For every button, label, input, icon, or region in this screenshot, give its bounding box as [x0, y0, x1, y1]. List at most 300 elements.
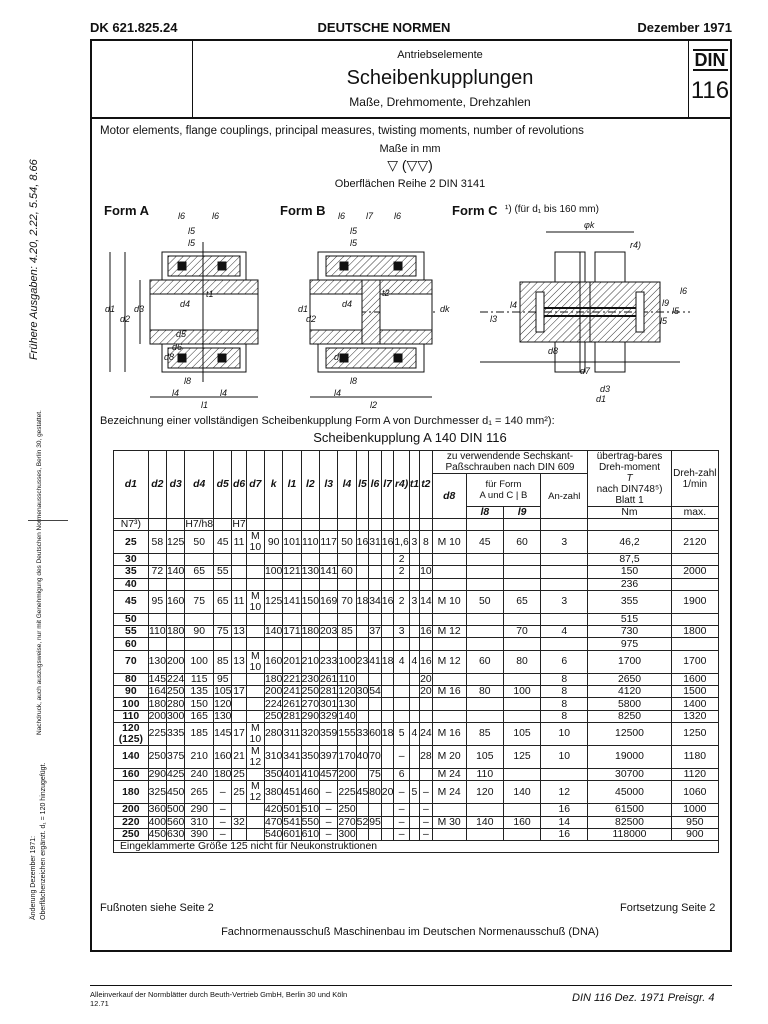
table-cell: 25	[114, 531, 149, 554]
table-cell: 16	[420, 650, 433, 673]
table-cell: –	[319, 828, 337, 840]
footer-left-line2: 12.71	[90, 999, 109, 1008]
table-cell: 60	[369, 722, 382, 745]
table-cell: 1600	[671, 673, 718, 685]
table-cell: 451	[283, 781, 301, 804]
table-cell: 14	[420, 590, 433, 613]
earlier-editions: Frühere Ausgaben: 4.20, 2.22, 5.54, 8.66	[28, 159, 40, 360]
table-cell: 30	[114, 554, 149, 566]
header-l1: l1	[283, 451, 301, 519]
table-cell	[148, 554, 166, 566]
header-k: k	[264, 451, 282, 519]
table-cell	[214, 613, 232, 625]
table-cell: 40	[114, 578, 149, 590]
table-cell: 80	[503, 650, 540, 673]
table-cell: 20	[381, 781, 394, 804]
svg-text:l5: l5	[188, 238, 196, 248]
table-cell	[381, 566, 394, 578]
table-cell: 80	[369, 781, 382, 804]
table-cell: 80	[114, 673, 149, 685]
svg-text:l2: l2	[370, 400, 378, 410]
table-cell: 2	[394, 590, 409, 613]
svg-text:l1: l1	[201, 400, 209, 410]
table-cell: 30700	[588, 768, 671, 780]
table-cell: 180	[214, 769, 232, 781]
table-cell	[232, 566, 246, 578]
table-cell: 60	[466, 650, 503, 673]
table-cell: 515	[588, 613, 671, 625]
table-cell	[167, 613, 185, 625]
table-cell	[381, 554, 394, 566]
table-cell: M 10	[432, 531, 466, 554]
table-cell	[283, 554, 301, 566]
svg-text:l6: l6	[394, 212, 402, 221]
table-cell	[381, 638, 394, 650]
table-cell: M 24	[432, 768, 466, 780]
table-cell: 350	[264, 769, 283, 781]
table-cell: 105	[503, 722, 540, 745]
table-cell	[466, 638, 503, 650]
table-cell: 19000	[588, 745, 671, 768]
table-cell: 250	[338, 804, 356, 816]
table-cell: 730	[588, 626, 671, 638]
table-cell: M 12	[432, 626, 466, 638]
table-cell	[466, 673, 503, 685]
table-cell	[394, 613, 409, 625]
table-cell	[319, 554, 337, 566]
table-row	[114, 578, 719, 590]
table-cell	[409, 745, 419, 768]
table-cell	[264, 638, 282, 650]
table-cell: 180	[264, 673, 283, 685]
table-cell: 630	[167, 829, 185, 840]
table-cell	[214, 554, 232, 566]
table-cell: 130	[338, 698, 356, 710]
table-cell	[214, 638, 232, 650]
table-cell	[185, 578, 214, 590]
header-torque-ref: nach DIN748⁵) Blatt 1	[596, 484, 663, 506]
table-cell: 45	[114, 590, 149, 613]
table-tolerance-row	[114, 519, 719, 531]
table-cell	[503, 828, 540, 840]
table-row	[114, 590, 719, 613]
header-t2: t2	[420, 451, 433, 519]
table-cell	[466, 566, 503, 578]
table-cell: 141	[283, 590, 301, 613]
table-cell: 290	[301, 710, 319, 722]
dimensions-table	[113, 450, 719, 853]
table-cell: 61500	[588, 804, 671, 816]
table-cell: 160	[167, 590, 185, 613]
table-cell: 380	[264, 781, 282, 804]
table-cell: 270	[301, 698, 319, 710]
table-cell: M 30	[432, 816, 466, 828]
table-cell: M 10	[246, 531, 264, 554]
table-cell: 95	[214, 673, 232, 685]
table-cell: 8	[541, 673, 588, 685]
svg-text:φk: φk	[584, 220, 595, 230]
table-cell: M 20	[432, 745, 466, 768]
table-body	[114, 531, 719, 841]
table-cell	[381, 626, 394, 638]
svg-text:l9: l9	[662, 298, 670, 308]
table-cell	[466, 626, 503, 638]
table-cell	[394, 698, 409, 710]
table-cell	[432, 698, 466, 710]
table-cell	[356, 710, 369, 722]
header-torque-label: übertrag-bares Dreh-moment	[596, 451, 663, 473]
table-cell: –	[319, 781, 337, 804]
footnotes-ref: Fußnoten siehe Seite 2	[100, 902, 214, 914]
table-cell	[381, 698, 394, 710]
table-cell: –	[394, 816, 409, 828]
table-cell: 85	[466, 722, 503, 745]
table-cell: 450	[167, 781, 185, 804]
footer-left	[90, 990, 347, 1008]
table-cell: M 16	[432, 722, 466, 745]
table-cell	[409, 638, 419, 650]
table-cell	[369, 828, 382, 840]
table-cell	[432, 638, 466, 650]
table-cell	[466, 710, 503, 722]
svg-text:d4: d4	[342, 299, 353, 309]
table-cell: 224	[264, 698, 283, 710]
table-row	[114, 722, 719, 745]
table-cell: 1000	[671, 804, 718, 816]
table-cell: 225	[148, 722, 166, 745]
form-a-label: Form A	[104, 203, 150, 218]
table-cell: 31	[369, 531, 382, 554]
table-cell	[381, 673, 394, 685]
table-cell	[503, 613, 540, 625]
table-cell: 8	[541, 698, 588, 710]
tol-d6: H7	[232, 519, 246, 530]
svg-text:d1: d1	[298, 304, 309, 314]
table-cell	[232, 578, 246, 590]
table-cell	[369, 613, 382, 625]
table-cell	[246, 566, 264, 578]
svg-text:l6: l6	[338, 212, 346, 221]
table-cell	[409, 768, 419, 780]
surface-symbol: ▽ (▽▽)	[387, 157, 433, 173]
table-cell	[232, 673, 246, 685]
table-cell	[356, 554, 369, 566]
table-cell	[394, 673, 409, 685]
table-cell	[432, 710, 466, 722]
table-cell: 5800	[588, 698, 671, 710]
svg-text:l5: l5	[350, 238, 358, 248]
table-cell	[283, 578, 301, 590]
table-cell	[167, 578, 185, 590]
table-cell: 28	[420, 745, 433, 768]
table-cell: 140	[466, 816, 503, 828]
table-row	[114, 566, 719, 578]
table-cell: 16	[541, 828, 588, 840]
table-cell: 1250	[671, 722, 718, 745]
table-row	[114, 673, 719, 685]
table-cell: 975	[588, 638, 671, 650]
table-cell: 8250	[588, 710, 671, 722]
table-cell: 200	[264, 686, 283, 698]
table-cell	[466, 578, 503, 590]
table-cell: 225	[338, 781, 356, 804]
table-cell: 180	[301, 626, 319, 638]
table-cell: –	[394, 781, 409, 804]
table-cell: 118000	[588, 828, 671, 840]
svg-text:l5: l5	[350, 226, 358, 236]
table-cell	[420, 698, 433, 710]
table-row	[114, 626, 719, 638]
table-cell	[420, 554, 433, 566]
table-cell: 90	[185, 626, 214, 638]
table-cell	[541, 578, 588, 590]
table-cell	[185, 638, 214, 650]
table-cell	[541, 613, 588, 625]
table-cell: 55	[214, 566, 232, 578]
table-cell: –	[214, 816, 232, 828]
table-cell: 10	[541, 745, 588, 768]
table-cell: 160	[264, 650, 282, 673]
form-a-drawing	[110, 242, 258, 397]
table-cell: 121	[283, 566, 301, 578]
table-cell: 95	[369, 816, 381, 828]
table-cell	[432, 828, 466, 840]
table-cell	[420, 710, 433, 722]
table-cell: 16	[541, 804, 588, 816]
table-cell: 325	[148, 781, 166, 804]
unit-nm: Nm	[588, 507, 671, 519]
table-cell: 70	[114, 650, 149, 673]
table-cell: 75	[185, 590, 214, 613]
footer-rule	[90, 985, 732, 986]
table-cell	[356, 638, 369, 650]
table-cell: 46,2	[588, 531, 671, 554]
table-cell	[214, 578, 232, 590]
table-cell	[541, 768, 588, 780]
table-cell: 41	[369, 650, 382, 673]
table-cell: 281	[283, 710, 301, 722]
table-cell: M 10	[432, 590, 466, 613]
table-cell	[356, 673, 369, 685]
table-cell	[381, 768, 394, 780]
header-d3: d3	[167, 451, 185, 519]
table-cell: –	[394, 745, 409, 768]
table-cell: 401	[283, 769, 301, 781]
table-cell	[369, 566, 382, 578]
table-cell: 4120	[588, 686, 671, 698]
svg-text:t1: t1	[206, 289, 214, 299]
table-cell: 65	[185, 566, 214, 578]
table-row	[114, 768, 719, 780]
table-cell: –	[420, 828, 433, 840]
table-cell	[420, 613, 433, 625]
table-cell: 8	[541, 710, 588, 722]
table-cell: 105	[214, 686, 232, 698]
table-cell: 140	[503, 781, 540, 804]
table-cell: 390	[185, 828, 214, 840]
table-cell: 8	[541, 686, 588, 698]
table-cell	[167, 638, 185, 650]
table-cell: 250	[301, 686, 319, 698]
table-cell: 90	[264, 531, 282, 554]
table-cell	[503, 804, 540, 816]
table-cell: 24	[420, 722, 433, 745]
table-cell: 1320	[671, 710, 718, 722]
table-cell	[420, 638, 433, 650]
table-cell: 21	[232, 745, 246, 768]
table-cell	[301, 578, 319, 590]
header-l9: l9	[503, 507, 540, 519]
table-cell: 164	[148, 686, 166, 698]
table-cell: 18	[356, 590, 369, 613]
table-cell: 145	[214, 722, 232, 745]
header-l2: l2	[301, 451, 319, 519]
svg-text:l4: l4	[172, 388, 180, 398]
table-cell: 270	[338, 816, 356, 828]
table-cell: –	[214, 804, 232, 816]
table-cell	[466, 804, 503, 816]
table-cell: 397	[319, 745, 337, 768]
svg-text:d8: d8	[548, 346, 559, 356]
table-cell	[283, 638, 301, 650]
table-cell	[409, 673, 419, 685]
form-c-note: ¹) (für d₁ bis 160 mm)	[505, 204, 599, 215]
table-cell: 150	[588, 566, 671, 578]
table-cell: 16	[420, 626, 432, 638]
table-cell	[356, 828, 369, 840]
table-cell	[338, 578, 356, 590]
tol-d4: H7/h8	[185, 519, 214, 530]
table-cell: 100	[114, 698, 149, 710]
header-l8: l8	[466, 507, 503, 519]
table-cell: 130	[214, 710, 232, 722]
table-cell: 1700	[671, 650, 718, 673]
table-cell	[466, 554, 503, 566]
table-cell: 65	[214, 590, 232, 613]
table-row	[114, 804, 719, 816]
table-cell: 14	[541, 816, 588, 828]
table-cell: 460	[301, 781, 319, 804]
table-cell: 5	[394, 722, 409, 745]
table-cell	[409, 804, 419, 816]
table-cell: 100	[503, 686, 540, 698]
table-cell	[381, 613, 394, 625]
table-cell	[409, 710, 419, 722]
table-cell: 70	[369, 745, 382, 768]
surface-line: Oberflächen Reihe 2 DIN 3141	[334, 178, 486, 190]
table-cell: 100	[264, 566, 283, 578]
table-cell: 541	[283, 816, 301, 828]
table-cell: 100	[338, 650, 356, 673]
table-cell	[369, 804, 382, 816]
table-cell: 1900	[671, 590, 718, 613]
svg-text:l4: l4	[220, 388, 228, 398]
table-cell	[319, 613, 337, 625]
table-cell	[246, 768, 264, 780]
table-cell: 180	[148, 698, 166, 710]
table-cell	[246, 828, 264, 840]
table-row	[114, 828, 719, 840]
designation-example: Scheibenkupplung A 140 DIN 116	[313, 430, 507, 445]
footer-left-line1: Alleinverkauf der Normblätter durch Beuth-Vertrieb GmbH, Berlin 30 und Köln	[90, 990, 348, 999]
table-cell: M 16	[432, 686, 466, 698]
table-cell: 1700	[588, 650, 671, 673]
table-cell	[246, 710, 264, 722]
table-cell	[301, 638, 319, 650]
table-cell: 200	[167, 650, 185, 673]
table-cell: M 10	[246, 722, 264, 745]
din-block	[690, 49, 730, 105]
table-cell: 410	[301, 769, 319, 781]
unit-max: max.	[671, 507, 718, 519]
table-cell: 900	[671, 828, 718, 840]
table-cell: 55	[114, 626, 149, 638]
table-cell	[671, 638, 718, 650]
table-cell: 170	[338, 745, 356, 768]
table-cell: 250	[114, 828, 149, 840]
table-cell: 180	[167, 626, 185, 638]
table-cell: –	[319, 816, 337, 828]
table-cell: 117	[319, 531, 337, 554]
table-cell: 110	[338, 673, 356, 685]
svg-text:l6: l6	[178, 212, 186, 221]
table-cell	[319, 638, 337, 650]
table-row	[114, 531, 719, 554]
table-cell	[356, 626, 369, 638]
table-cell: 135	[185, 686, 214, 698]
table-row	[114, 816, 719, 828]
doc-number: DK 621.825.24	[90, 20, 178, 35]
table-cell: 110	[301, 531, 319, 554]
header-a-c: A und C	[479, 490, 514, 501]
table-cell: 1800	[671, 626, 718, 638]
table-cell: 425	[167, 769, 185, 781]
table-cell: 12500	[588, 722, 671, 745]
table-cell: 54	[369, 686, 381, 698]
table-cell: 160	[114, 768, 149, 780]
table-cell: 45	[466, 531, 503, 554]
table-cell: 171	[283, 626, 301, 638]
table-cell	[409, 566, 419, 578]
table-cell: 3	[394, 626, 409, 638]
table-cell: 540	[264, 829, 283, 840]
svg-text:l6: l6	[680, 286, 688, 296]
table-cell	[301, 554, 319, 566]
table-cell	[466, 698, 503, 710]
footer-right: DIN 116 Dez. 1971 Preisgr. 4	[572, 992, 715, 1004]
table-cell: 950	[671, 816, 718, 828]
table-cell: 4	[394, 650, 409, 673]
table-cell	[356, 613, 369, 625]
table-cell	[264, 554, 282, 566]
table-cell: 1060	[671, 781, 718, 804]
table-cell: 40	[356, 745, 369, 768]
table-cell: 281	[319, 686, 338, 698]
svg-text:d6: d6	[334, 352, 345, 362]
table-cell	[246, 626, 264, 638]
table-cell: 120 (125)	[114, 722, 149, 745]
table-cell	[671, 554, 718, 566]
coupling-drawings	[100, 212, 720, 410]
din-label: DIN	[694, 50, 726, 70]
table-cell: 290	[148, 769, 166, 781]
table-cell: 90	[114, 686, 149, 698]
header-d5: d5	[214, 451, 232, 519]
table-cell: 470	[264, 816, 283, 828]
title-box	[90, 39, 732, 119]
table-cell	[381, 804, 394, 816]
table-header-row	[114, 451, 719, 474]
